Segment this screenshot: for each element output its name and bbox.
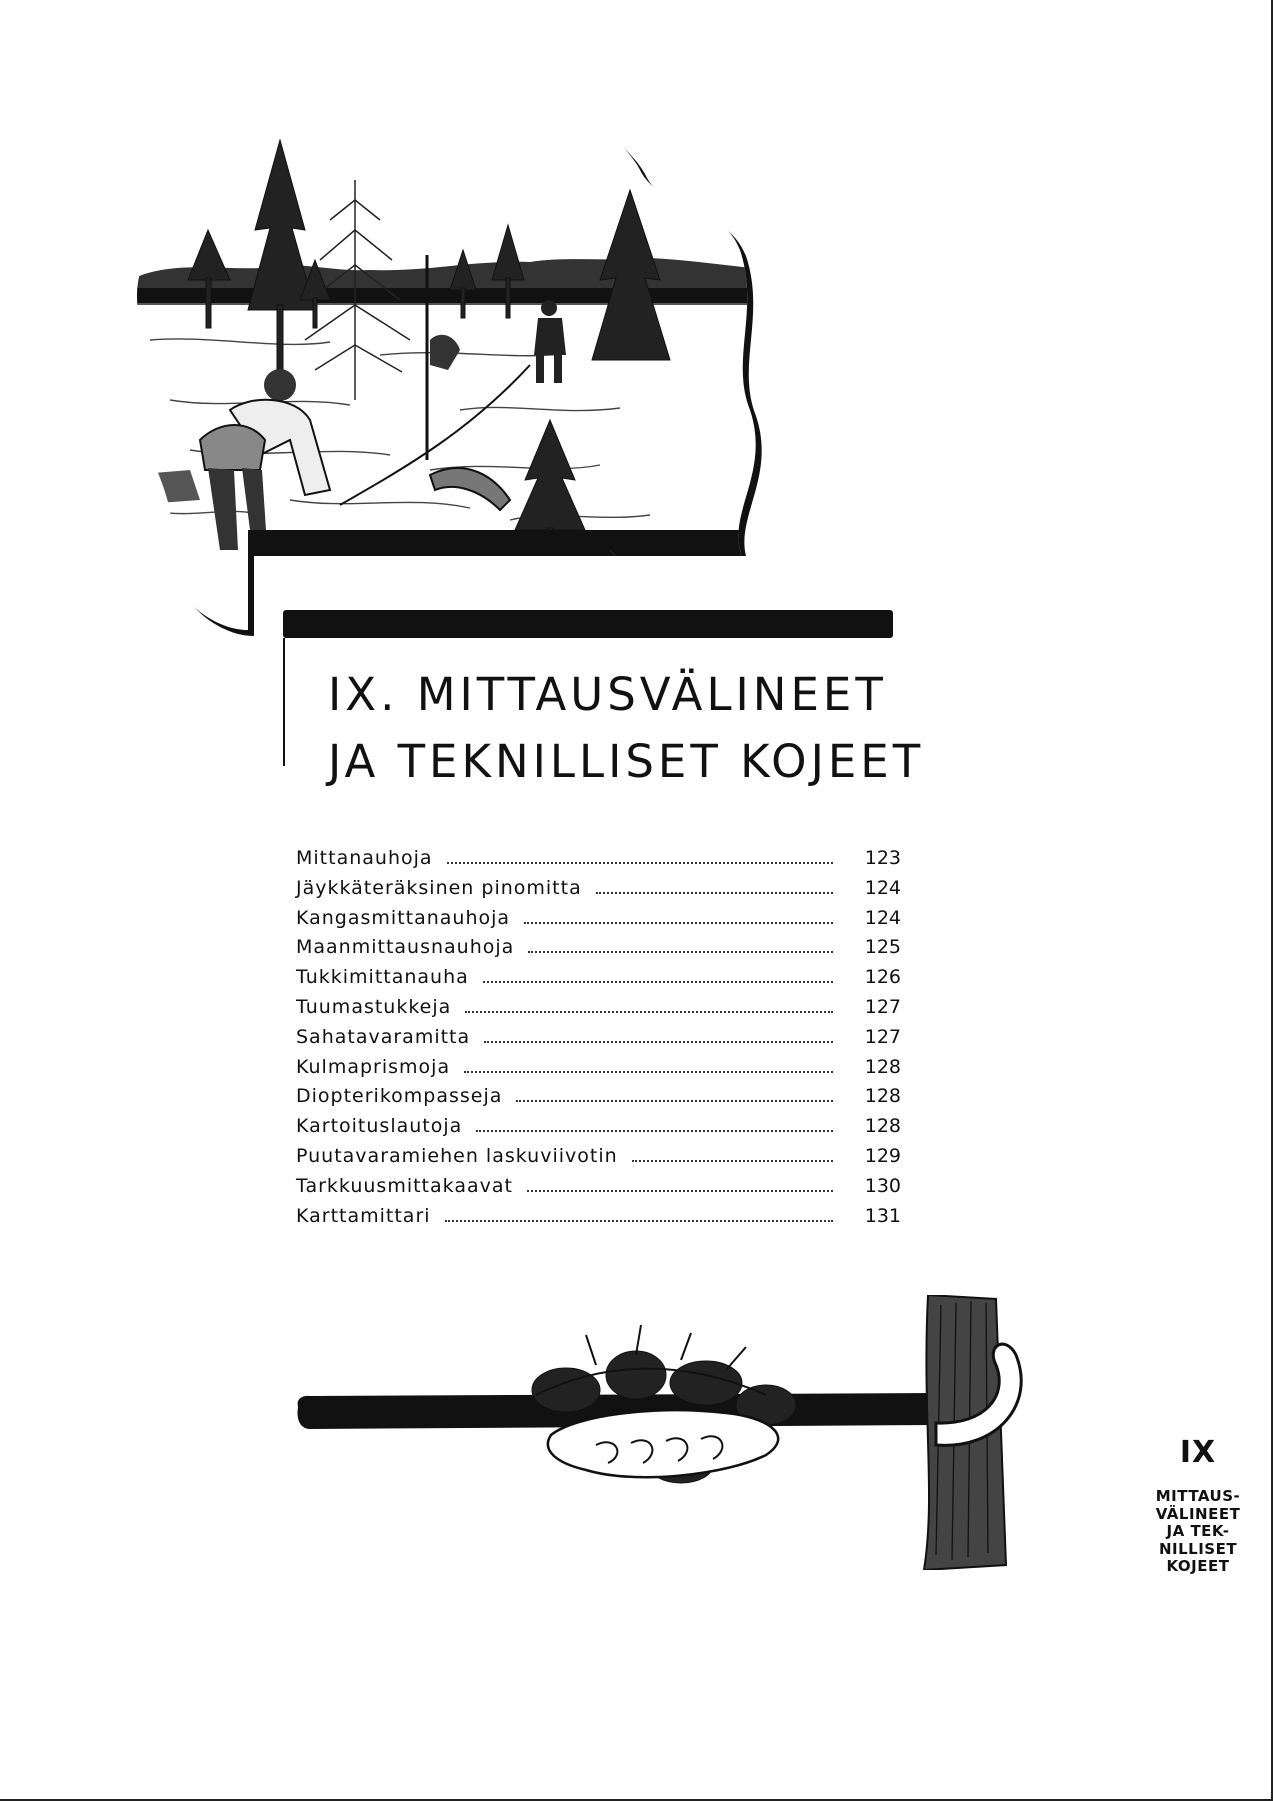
toc-entry-page: 128 [864,1115,901,1138]
toc-entry-label: Maanmittausnauhoja [296,936,515,959]
toc-leader-dots [632,1159,833,1162]
toc-leader-dots [524,921,833,924]
toc-entry[interactable] [296,1115,901,1145]
toc-entry-page: 127 [864,1025,901,1048]
title-left-rule [283,638,285,766]
toc-leader-dots [483,980,833,983]
toc-entry-label: Karttamittari [296,1204,431,1227]
toc-entry-label: Jäykkäteräksinen pinomitta [296,876,582,899]
toc-entry[interactable] [296,1085,901,1115]
toc-entry-label: Tarkkuusmittakaavat [296,1174,513,1197]
toc-leader-dots [484,1040,833,1043]
forest-measuring-scene-illustration [130,110,770,750]
toc-entry-label: Kartoituslautoja [296,1115,463,1138]
toc-entry-label: Diopterikompasseja [296,1085,503,1108]
chapter-title-line-2: JA TEKNILLISET KOJEET [328,735,925,788]
toc-entry[interactable] [296,936,901,966]
toc-entry-label: Kangasmittanauhoja [296,906,511,929]
toc-entry[interactable] [296,1145,901,1175]
toc-leader-dots [476,1129,833,1132]
toc-entry[interactable] [296,1056,901,1086]
toc-entry-label: Puutavaramiehen laskuviivotin [296,1144,618,1167]
chapter-title-line-1: IX. MITTAUSVÄLINEET [328,668,887,721]
thumb-tab-text [1136,1488,1260,1576]
toc-entry-page: 124 [864,906,901,929]
toc-entry-page: 128 [864,1055,901,1078]
thumb-tab-line: KOJEET [1166,1557,1230,1575]
toc-entry[interactable] [296,877,901,907]
toc-leader-dots [445,1219,833,1222]
thumb-tab-line: MITTAUS- [1155,1487,1241,1505]
hand-holding-pine-branch-ornament [296,1295,1041,1570]
toc-entry[interactable] [296,907,901,937]
toc-entry[interactable] [296,1175,901,1205]
toc-entry-page: 129 [864,1144,901,1167]
toc-entry-label: Kulmaprismoja [296,1055,451,1078]
title-bar-ornament [283,610,893,638]
toc-leader-dots [447,861,833,864]
toc-entry[interactable] [296,847,901,877]
thumb-tab-line: JA TEK- [1166,1522,1230,1540]
toc-leader-dots [516,1099,833,1102]
chapter-thumb-tab [1136,1435,1260,1576]
thumb-tab-numeral: IX [1179,1435,1217,1470]
toc-entry-page: 128 [864,1085,901,1108]
toc-entry[interactable] [296,966,901,996]
toc-entry-page: 131 [864,1204,901,1227]
toc-leader-dots [528,950,833,953]
toc-entry[interactable] [296,1026,901,1056]
thumb-tab-line: VÄLINEET [1155,1504,1241,1523]
toc-leader-dots [464,1070,833,1073]
toc-leader-dots [596,891,833,894]
toc-entry-page: 130 [864,1174,901,1197]
toc-leader-dots [465,1010,833,1013]
thumb-tab-line: NILLISET [1158,1539,1238,1558]
toc-entry-page: 124 [864,876,901,899]
toc-entry-page: 127 [864,995,901,1018]
toc-entry-label: Sahatavaramitta [296,1025,471,1048]
toc-entry-label: Tukkimittanauha [296,966,469,989]
toc-entry-page: 126 [864,966,901,989]
toc-entry[interactable] [296,1205,901,1235]
toc-entry-label: Tuumastukkeja [296,995,452,1018]
toc-entry-page: 125 [864,936,901,959]
toc-entry-label: Mittanauhoja [296,847,433,869]
toc-leader-dots [527,1189,833,1192]
table-of-contents [296,847,901,1234]
toc-entry-page: 123 [864,847,901,869]
toc-entry[interactable] [296,996,901,1026]
